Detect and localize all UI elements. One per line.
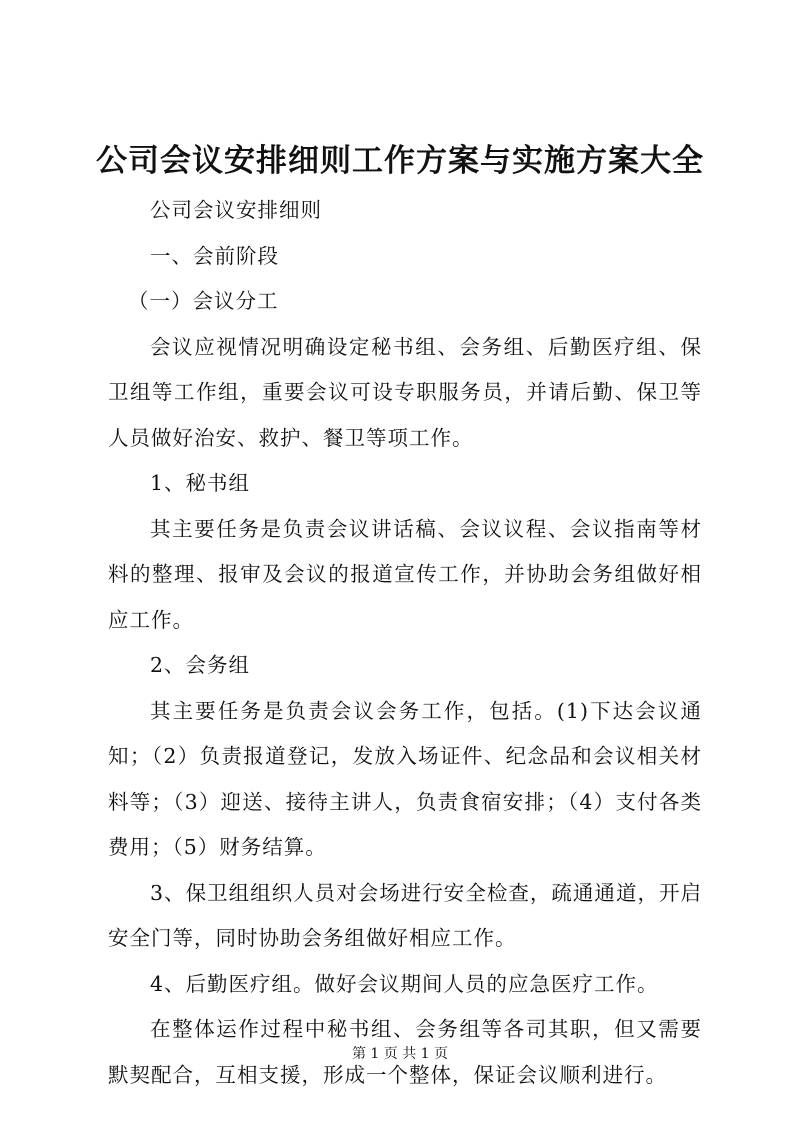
paragraph-item-heading: 2、会务组	[150, 653, 251, 677]
document-body	[108, 188, 702, 1098]
paragraph-item-heading: 1、秘书组	[150, 471, 251, 495]
paragraph-text: 其主要任务是负责会议会务工作，包括。(1)下达会议通知；（2）负责报道登记，发放入场证件、纪念品和会议相关材料等；（3）迎送、接待主讲人，负责食宿安排；（4）支付各类费用；（5）财务结算。	[108, 698, 702, 859]
paragraph-text: 4、后勤医疗组。做好会议期间人员的应急医疗工作。	[150, 971, 659, 996]
paragraph-text: 在整体运作过程中秘书组、会务组等各司其职，但又需要默契配合，互相支援，形成一个整体，保证会议顺利进行。	[108, 1017, 702, 1087]
paragraph-text: 会议应视情况明确设定秘书组、会务组、后勤医疗组、保卫组等工作组，重要会议可设专职服务员，并请后勤、保卫等人员做好治安、救护、餐卫等项工作。	[108, 334, 702, 450]
paragraph-text: 其主要任务是负责会议讲话稿、会议议程、会议指南等材料的整理、报审及会议的报道宣传工作，并协助会务组做好相应工作。	[108, 516, 702, 632]
page-number-footer: 第 1 页 共 1 页	[351, 1046, 449, 1062]
paragraph-text: 3、保卫组组织人员对会场进行安全检查，疏通通道，开启安全门等，同时协助会务组做好相应工作。	[108, 880, 702, 950]
paragraph-section-heading: 公司会议安排细则	[150, 198, 322, 222]
paragraph-subsection-heading: （一）会议分工	[128, 289, 279, 313]
paragraph-stage-heading: 一、会前阶段	[150, 243, 279, 268]
document-title: 公司会议安排细则工作方案与实施方案大全	[96, 143, 704, 179]
